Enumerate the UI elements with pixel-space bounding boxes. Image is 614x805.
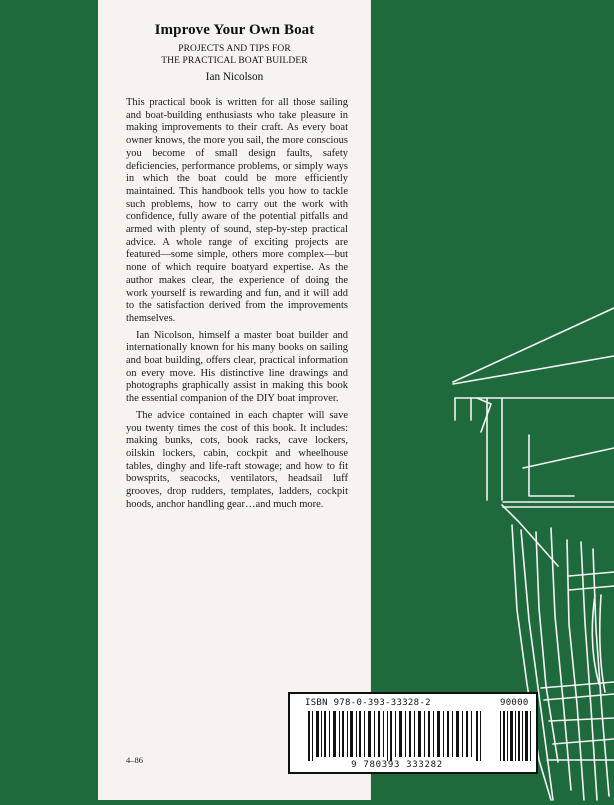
book-description — [126, 97, 348, 516]
isbn-text: ISBN 978-0-393-33328-2 — [305, 698, 431, 708]
print-code: 4–86 — [126, 755, 143, 765]
ean-digits: 9 780393 333282 — [351, 760, 443, 770]
description-paragraph: This practical book is written for all those sailing and boat-building enthusiasts who take pleasure in making improvements to their craft. As every boat owner knows, the more you sail, the more conscious you become of small design faults, safety deficiencies, performance problems, or simply ways in which the boat could be more efficiently maintained. This handbook tells you how to tackle such problems, how to carry out the work with confidence, fully aware of the potential pitfalls and armed with plenty of sound, step-by-step practical advice. A whole range of exciting projects are featured—some simple, others more complex—but none of which require boatyard expertise. As the author makes clear, the experience of doing the work yourself is rewarding and fun, and it will add to the satisfaction derived from the improvements themselves. — [126, 97, 348, 324]
book-subtitle-line-2: THE PRACTICAL BOAT BUILDER — [161, 56, 308, 66]
book-title: Improve Your Own Boat — [154, 22, 315, 38]
book-author: Ian Nicolson — [205, 71, 264, 83]
back-cover-text-page — [98, 0, 371, 800]
price-code: 90000 — [500, 698, 529, 708]
description-paragraph: Ian Nicolson, himself a master boat builder and internationally known for his many books on sailing and boat building, offers clear, practical information on every move. His distinctive line drawings and photographs graphically assist in making this book the essential companion of the DIY boat improver. — [126, 329, 348, 405]
book-subtitle-line-1: PROJECTS AND TIPS FOR — [178, 44, 291, 54]
description-paragraph: The advice contained in each chapter will save you twenty times the cost of this book. It includes: making bunks, cots, book racks, cave lockers, oilskin lockers, cabin, cockpit and wheelhouse tables, dinghy and life-raft stowage; and how to fit bowsprits, seacocks, ventilators, headsail luff grooves, drop rudders, templates, ladders, cockpit hoods, anchor handling gear…and much more. — [126, 409, 348, 510]
isbn-barcode — [288, 692, 538, 774]
cover-left-band — [0, 0, 98, 800]
price-barcode-icon — [500, 711, 533, 761]
barcode-icon — [308, 711, 484, 761]
